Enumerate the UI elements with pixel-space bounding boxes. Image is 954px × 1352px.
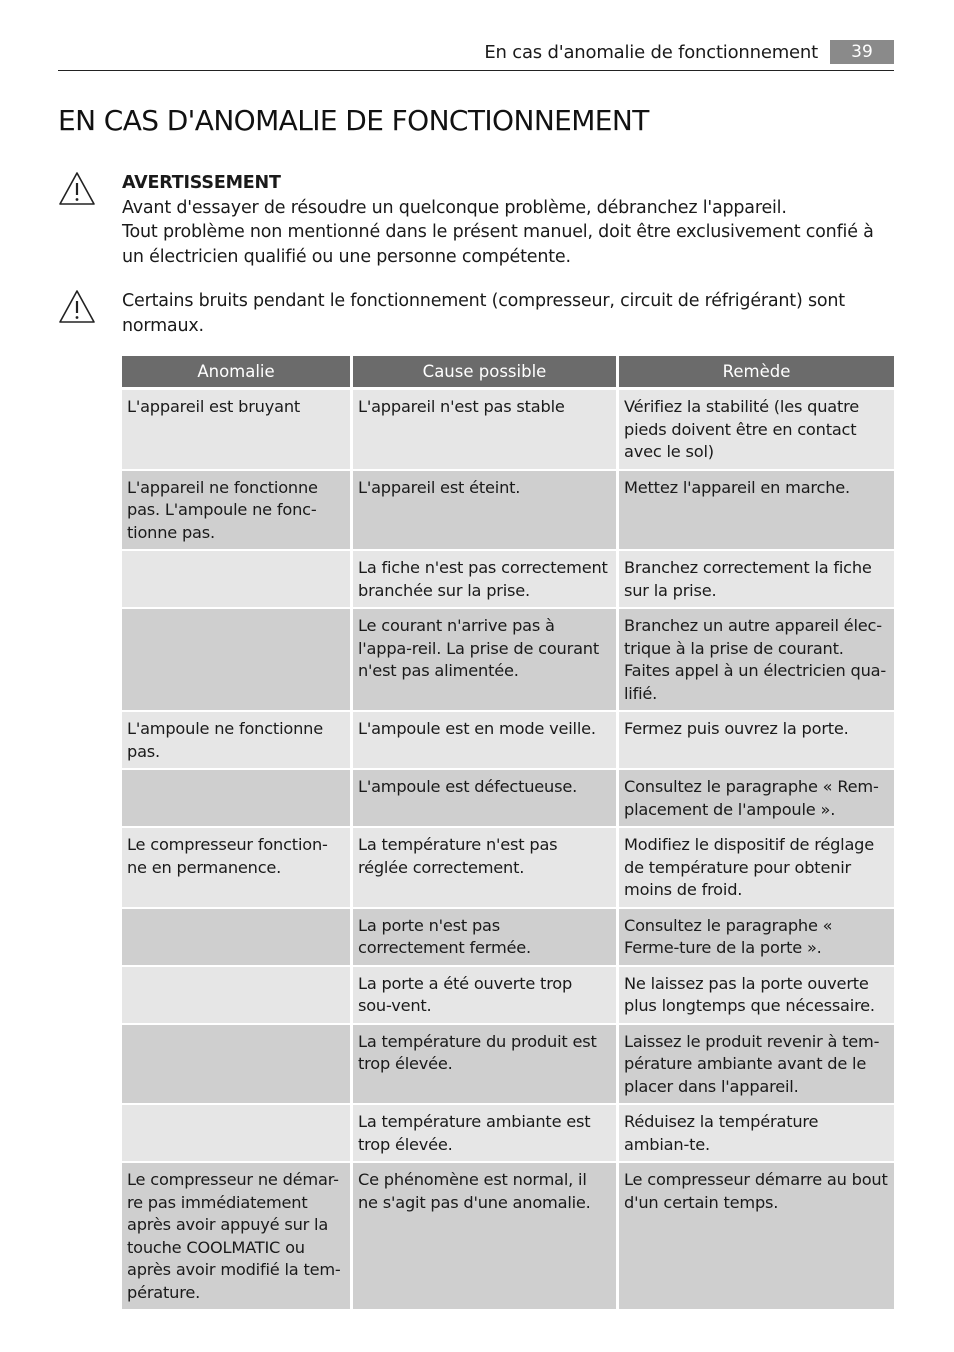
table-row — [122, 712, 894, 770]
remedy-cell: Branchez correctement la fiche sur la prise. — [619, 551, 894, 609]
anomaly-cell — [122, 609, 353, 712]
header-cause: Cause possible — [353, 356, 619, 390]
table-row — [122, 1105, 894, 1163]
remedy-cell: Mettez l'appareil en marche. — [619, 471, 894, 552]
table-row — [122, 390, 894, 471]
cause-cell: L'ampoule est en mode veille. — [353, 712, 619, 770]
remedy-cell: Ne laissez pas la porte ouverte plus longtemps que nécessaire. — [619, 967, 894, 1025]
page-number: 39 — [830, 40, 894, 64]
remedy-cell: Fermez puis ouvrez la porte. — [619, 712, 894, 770]
anomaly-cell: L'appareil est bruyant — [122, 390, 353, 471]
anomaly-cell: Le compresseur ne démar-re pas immédiatement après avoir appuyé sur la touche COOLMATIC ou après avoir modifié la tem-pérature. — [122, 1163, 353, 1311]
cause-cell: L'appareil n'est pas stable — [353, 390, 619, 471]
troubleshooting-table — [122, 356, 894, 1311]
table-row — [122, 828, 894, 909]
cause-cell: La température n'est pas réglée correctement. — [353, 828, 619, 909]
header-section-title: En cas d'anomalie de fonctionnement — [484, 42, 818, 63]
cause-cell: La porte n'est pas correctement fermée. — [353, 909, 619, 967]
remedy-cell: Branchez un autre appareil élec-trique à la prise de courant. Faites appel à un électricien qua-lifié. — [619, 609, 894, 712]
table-row — [122, 1025, 894, 1106]
warning-line: Tout problème non mentionné dans le présent manuel, doit être exclusivement confié à un électricien qualifié ou une personne compétente. — [122, 222, 874, 267]
remedy-cell: Laissez le produit revenir à tem-pérature ambiante avant de le placer dans l'appareil. — [619, 1025, 894, 1106]
warning-line: Avant d'essayer de résoudre un quelconque problème, débranchez l'appareil. — [122, 197, 787, 218]
cause-cell: Le courant n'arrive pas à l'appa-reil. La prise de courant n'est pas alimentée. — [353, 609, 619, 712]
noise-note: Certains bruits pendant le fonctionnement (compresseur, circuit de réfrigérant) sont normaux. — [122, 291, 845, 336]
cause-cell: L'appareil est éteint. — [353, 471, 619, 552]
page-header — [58, 40, 894, 71]
table-row — [122, 471, 894, 552]
header-anomaly: Anomalie — [122, 356, 353, 390]
table-row — [122, 551, 894, 609]
remedy-cell: Vérifiez la stabilité (les quatre pieds doivent être en contact avec le sol) — [619, 390, 894, 471]
remedy-cell: Consultez le paragraphe « Rem-placement de l'ampoule ». — [619, 770, 894, 828]
table-row — [122, 909, 894, 967]
table-row — [122, 609, 894, 712]
cause-cell: La porte a été ouverte trop sou-vent. — [353, 967, 619, 1025]
anomaly-cell — [122, 770, 353, 828]
remedy-cell: Modifiez le dispositif de réglage de température pour obtenir moins de froid. — [619, 828, 894, 909]
warning-block-1 — [58, 171, 894, 271]
warning-text — [122, 171, 894, 269]
table-row — [122, 770, 894, 828]
anomaly-cell — [122, 967, 353, 1025]
header-remedy: Remède — [619, 356, 894, 390]
cause-cell: Ce phénomène est normal, il ne s'agit pas d'une anomalie. — [353, 1163, 619, 1311]
anomaly-cell — [122, 909, 353, 967]
remedy-cell: Réduisez la température ambian-te. — [619, 1105, 894, 1163]
remedy-cell: Consultez le paragraphe « Ferme-ture de la porte ». — [619, 909, 894, 967]
cause-cell: La température du produit est trop élevée. — [353, 1025, 619, 1106]
remedy-cell: Le compresseur démarre au bout d'un certain temps. — [619, 1163, 894, 1311]
table-row — [122, 967, 894, 1025]
table-row — [122, 1163, 894, 1311]
anomaly-cell — [122, 1025, 353, 1106]
warning-triangle-icon — [58, 289, 96, 325]
table-header-row — [122, 356, 894, 390]
cause-cell: La température ambiante est trop élevée. — [353, 1105, 619, 1163]
warning-block-2 — [58, 289, 894, 344]
warning-heading: AVERTISSEMENT — [122, 173, 281, 193]
cause-cell: L'ampoule est défectueuse. — [353, 770, 619, 828]
anomaly-cell: L'ampoule ne fonctionne pas. — [122, 712, 353, 770]
anomaly-cell: Le compresseur fonction-ne en permanence. — [122, 828, 353, 909]
warning-triangle-icon — [58, 171, 96, 207]
page-title: EN CAS D'ANOMALIE DE FONCTIONNEMENT — [58, 104, 649, 137]
anomaly-cell — [122, 1105, 353, 1163]
warning-text — [122, 289, 894, 338]
anomaly-cell — [122, 551, 353, 609]
anomaly-cell: L'appareil ne fonctionne pas. L'ampoule ne fonc-tionne pas. — [122, 471, 353, 552]
cause-cell: La fiche n'est pas correctement branchée sur la prise. — [353, 551, 619, 609]
